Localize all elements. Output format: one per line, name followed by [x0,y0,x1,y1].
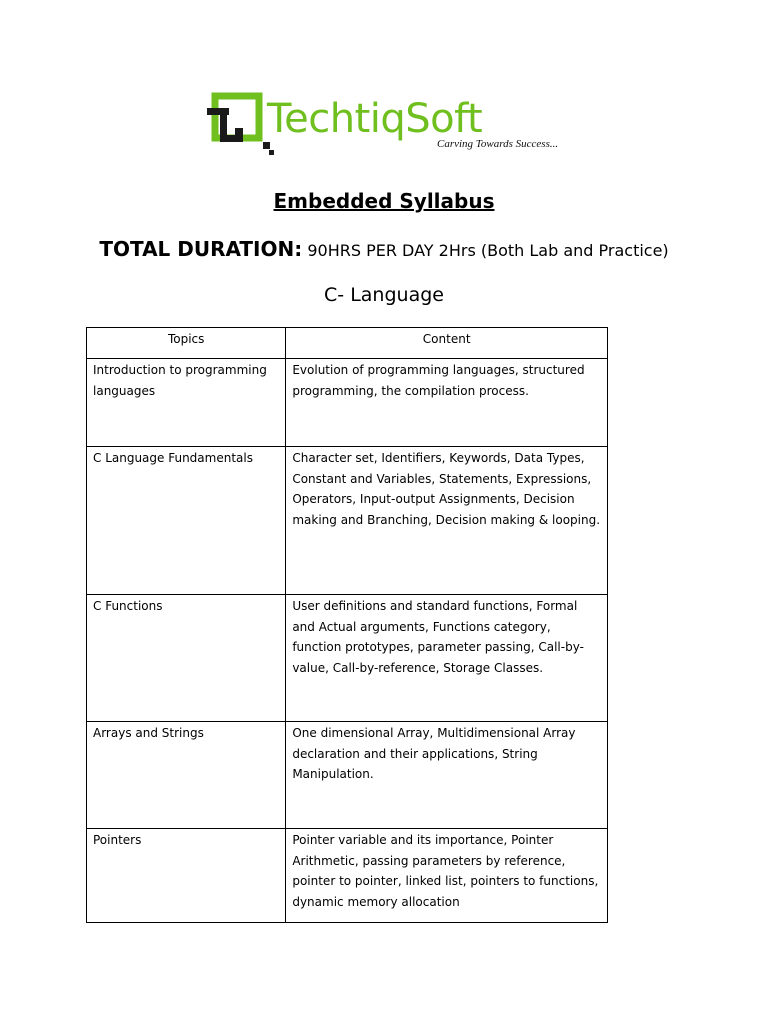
company-logo [205,86,575,166]
table-header-row [87,328,608,359]
document-title: Embedded Syllabus [273,189,495,213]
content-cell: Pointer variable and its importance, Pointer Arithmetic, passing parameters by reference, pointer to pointer, linked list, pointers to functions, dynamic memory allocation [286,829,608,923]
duration-value: 90HRS PER DAY 2Hrs (Both Lab and Practice) [307,241,669,260]
table-row [87,829,608,923]
topic-cell: Pointers [87,829,286,923]
table-row [87,359,608,447]
content-cell: Evolution of programming languages, structured programming, the compilation process. [286,359,608,447]
topic-cell: C Functions [87,595,286,722]
column-header-topics: Topics [87,328,286,359]
column-header-content: Content [286,328,608,359]
logo-wordmark: TechtiqSoft [267,96,483,142]
syllabus-table [86,327,608,923]
topic-cell: Introduction to programming languages [87,359,286,447]
logo-mark-icon [205,86,275,166]
content-cell: User definitions and standard functions, Formal and Actual arguments, Functions category, function prototypes, parameter passing, Call-by-value, Call-by-reference, Storage Classes. [286,595,608,722]
topic-cell: Arrays and Strings [87,722,286,829]
topic-cell: C Language Fundamentals [87,447,286,595]
table-row [87,447,608,595]
content-cell: One dimensional Array, Multidimensional Array declaration and their applications, String Manipulation. [286,722,608,829]
logo-tagline: Carving Towards Success... [437,138,559,150]
content-cell: Character set, Identifiers, Keywords, Data Types, Constant and Variables, Statements, Expressions, Operators, Input-output Assignments, Decision making and Branching, Decision making & looping. [286,447,608,595]
table-row [87,595,608,722]
section-title: C- Language [324,284,444,306]
table-row [87,722,608,829]
duration-label: TOTAL DURATION: [99,237,303,261]
duration-line [0,237,768,261]
